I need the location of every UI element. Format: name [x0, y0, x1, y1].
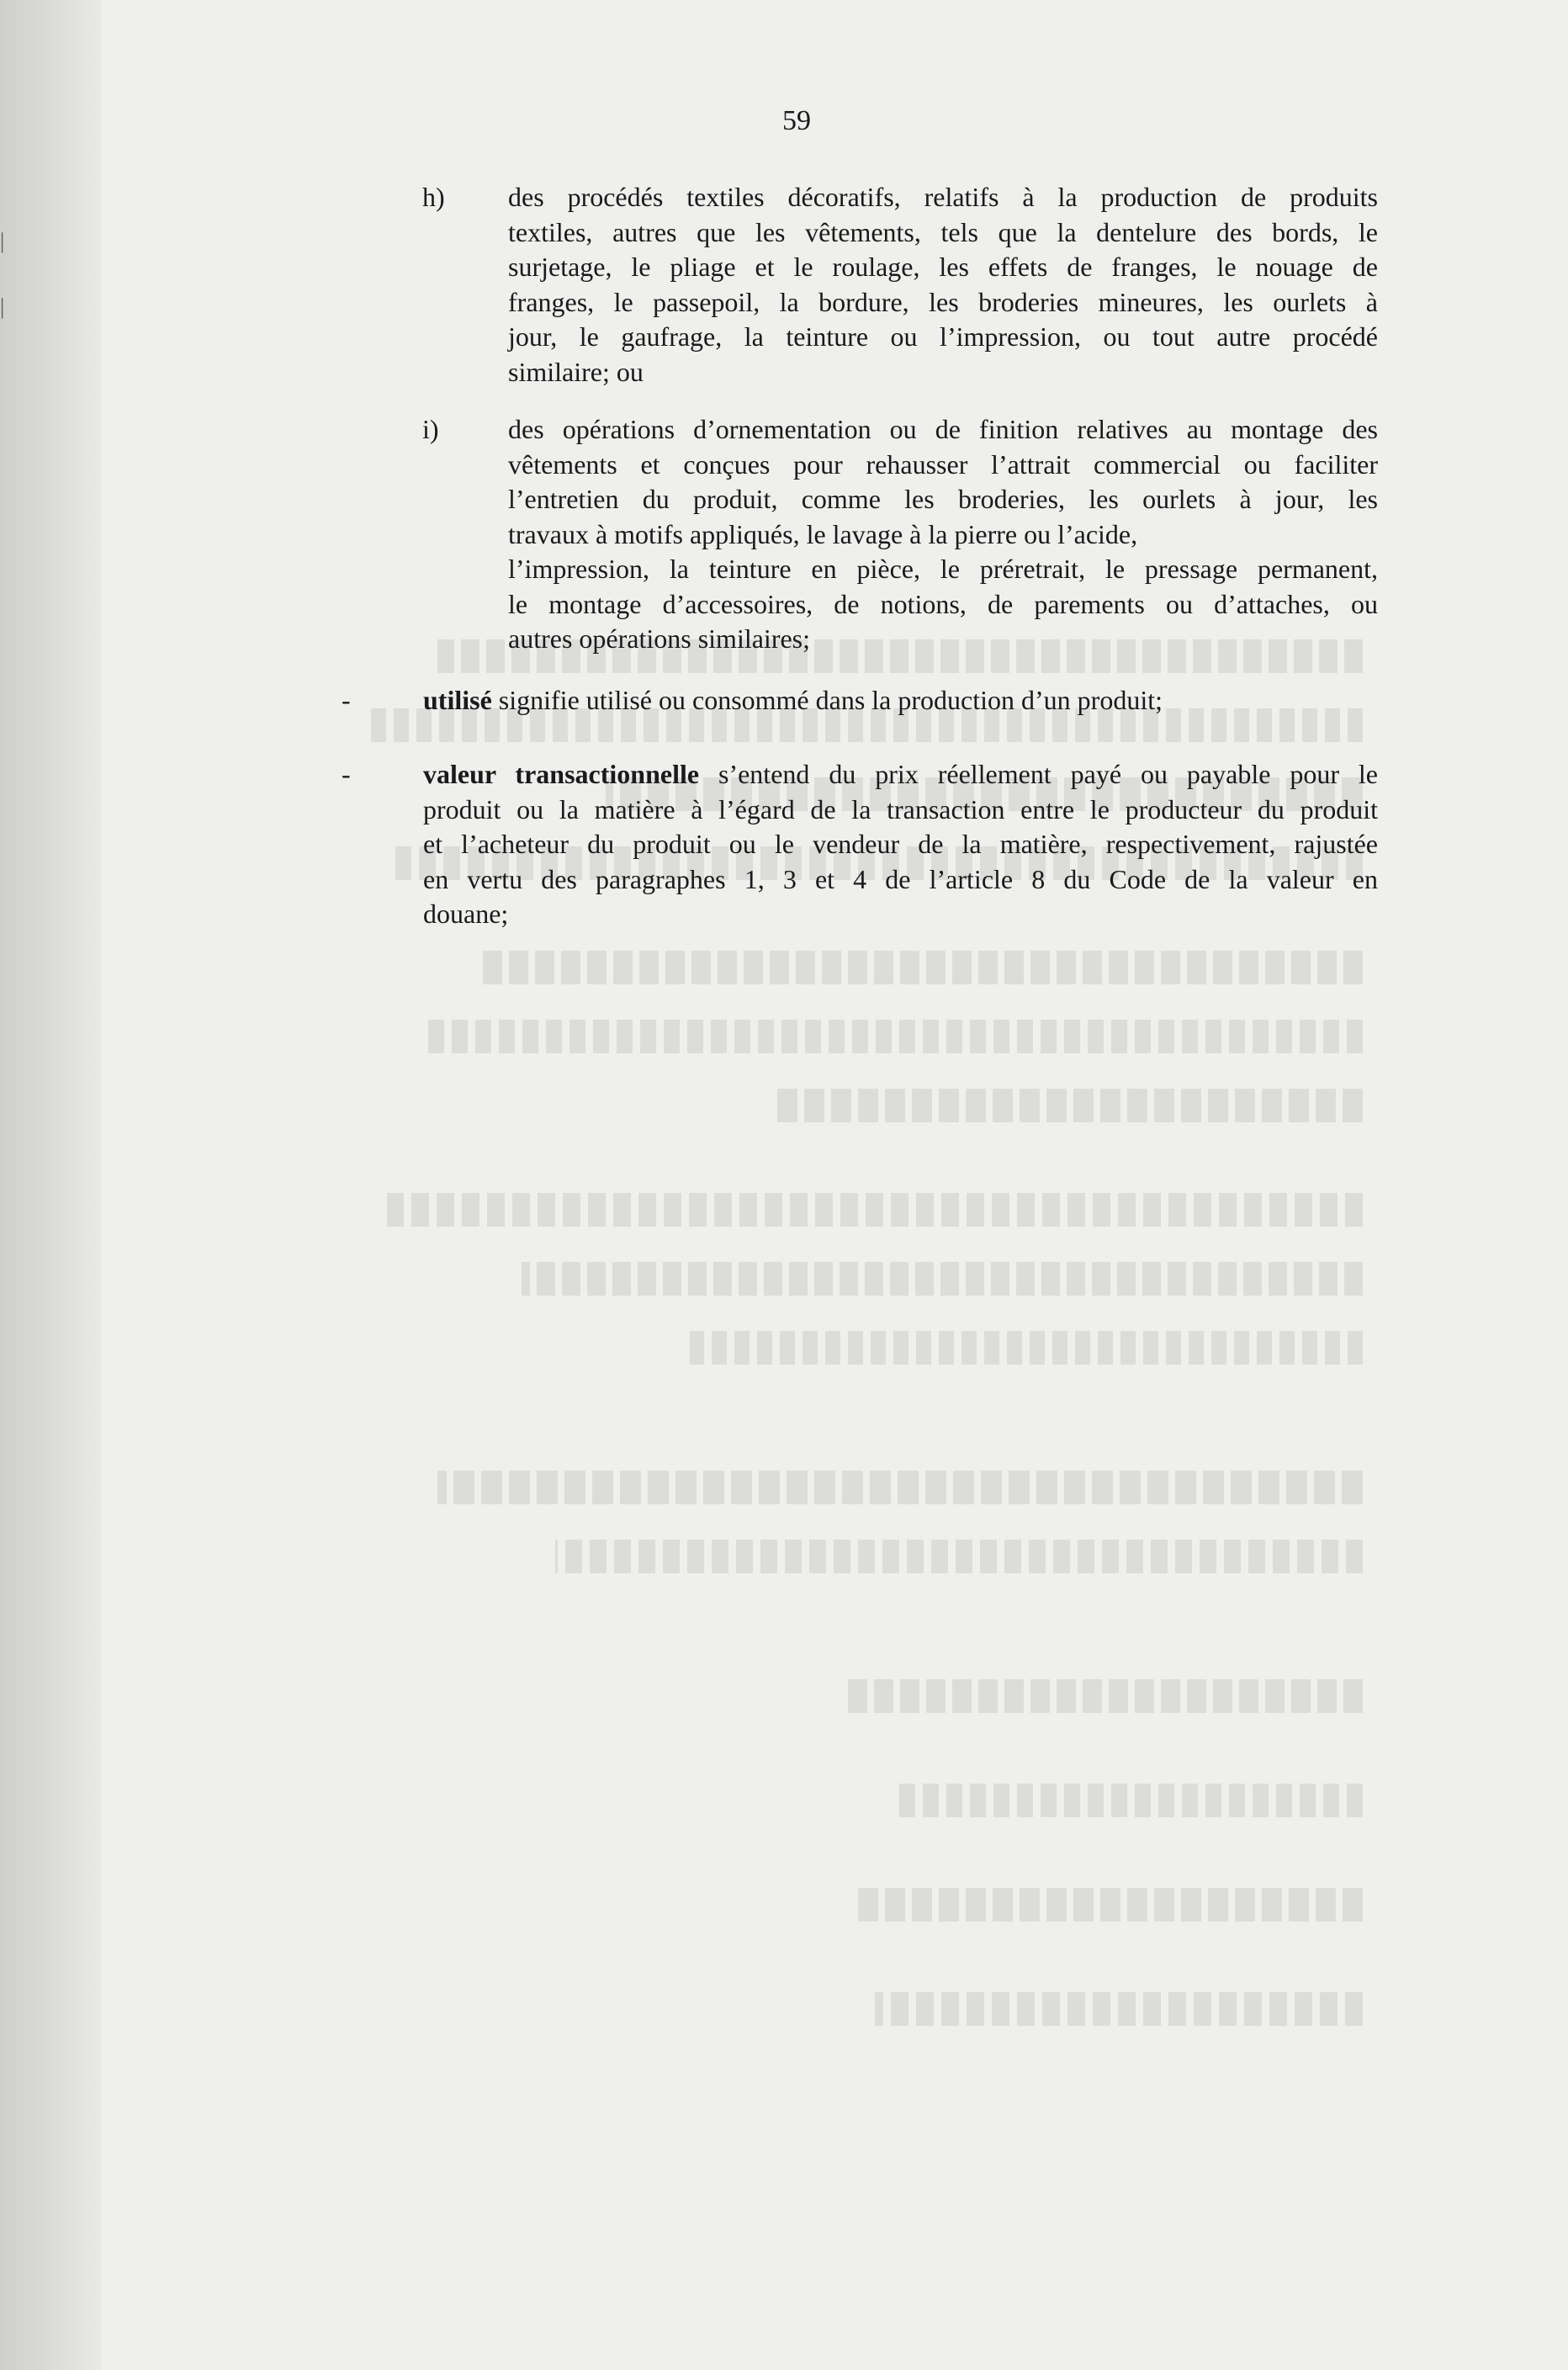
item-text-i [508, 412, 1378, 657]
definition-bullet: - [342, 685, 351, 715]
text-line: des opérations d’ornementation ou de finition relatives au montage des [508, 414, 1378, 444]
text-line: produit ou la matière à l’égard de la transaction entre le producteur du produit [423, 793, 1378, 824]
text-line: en vertu des paragraphes 1, 3 et 4 de l’article 8 du Code de la valeur en [423, 863, 1378, 894]
text-line: et l’acheteur du produit ou le vendeur de la matière, respectivement, rajustée [423, 829, 1378, 859]
item-marker-h: h) [422, 182, 445, 212]
text-line: autres opérations similaires; [508, 623, 811, 654]
text-line: vêtements et conçues pour rehausser l’attrait commercial ou faciliter [508, 448, 1378, 480]
item-marker-i: i) [422, 414, 439, 444]
text-line: l’impression, la teinture en pièce, le préretrait, le pressage permanent, [508, 554, 1378, 584]
definition-utilise [423, 683, 1378, 718]
definition-bullet: - [342, 759, 351, 789]
text-line: franges, le passepoil, la bordure, les broderies mineures, les ourlets à [508, 286, 1378, 317]
definition-line [423, 757, 1378, 793]
page-number: 59 [782, 105, 811, 136]
defined-term: valeur transactionnelle [423, 759, 700, 789]
text-line: jour, le gaufrage, la teinture ou l’impression, ou tout autre procédé [508, 321, 1378, 352]
definition-line [423, 683, 1378, 718]
item-text-h [508, 180, 1378, 390]
text-line: textiles, autres que les vêtements, tels que la dentelure des bords, le [508, 216, 1378, 247]
margin-mark: | [0, 229, 5, 253]
margin-mark: | [0, 294, 5, 319]
definition-valeur-transactionnelle [423, 757, 1378, 932]
text-line: l’entretien du produit, comme les broderies, les ourlets à jour, les [508, 484, 1378, 514]
text-line: douane; [423, 899, 509, 929]
defined-term: utilisé [423, 685, 492, 715]
text-line: travaux à motifs appliqués, le lavage à la pierre ou l’acide, [508, 518, 1138, 549]
text-line: le montage d’accessoires, de notions, de parements ou d’attaches, ou [508, 588, 1378, 619]
definition-text: s’entend du prix réellement payé ou payable pour le [699, 759, 1379, 789]
text-line: surjetage, le pliage et le roulage, les effets de franges, le nouage de [508, 252, 1378, 282]
definition-text: signifie utilisé ou consommé dans la production d’un produit; [491, 685, 1163, 715]
text-line: similaire; ou [508, 356, 644, 387]
text-line: des procédés textiles décoratifs, relatifs à la production de produits [508, 182, 1378, 212]
